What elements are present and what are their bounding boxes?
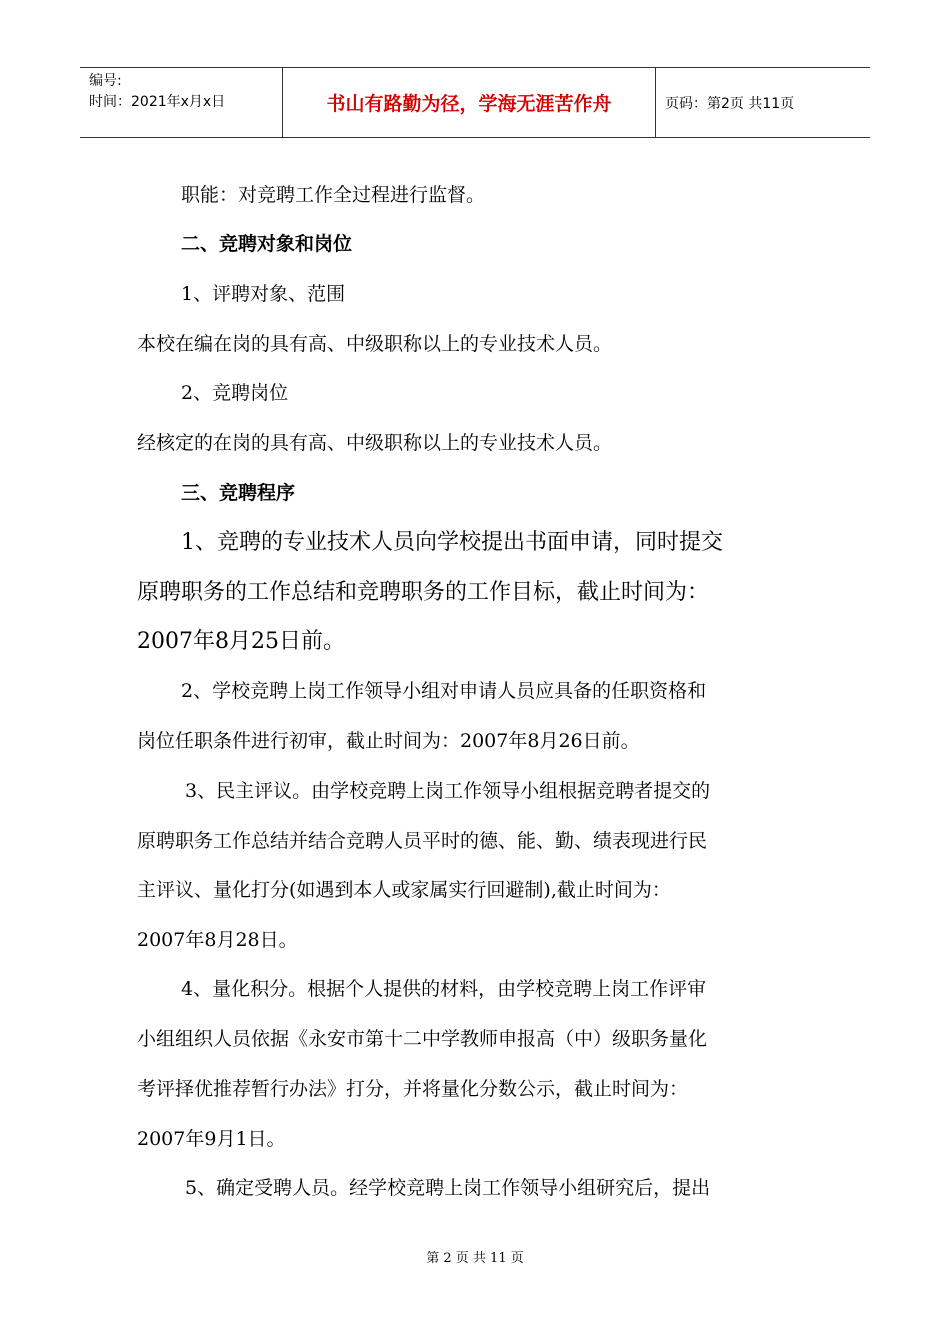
body-line: 4、量化积分。根据个人提供的材料，由学校竞聘上岗工作评审 — [181, 978, 707, 1000]
header-meta-cell — [80, 68, 283, 137]
body-line: 小组组织人员依据《永安市第十二中学教师申报高（中）级职务量化 — [137, 1028, 708, 1050]
body-line: 主评议、量化打分(如遇到本人或家属实行回避制),截止时间为： — [137, 879, 671, 901]
body-line: 原聘职务工作总结并结合竞聘人员平时的德、能、勤、绩表现进行民 — [137, 830, 708, 852]
document-number-label: 编号: — [89, 73, 122, 89]
body-line: 职能：对竞聘工作全过程进行监督。 — [181, 184, 486, 206]
body-line: 1、评聘对象、范围 — [181, 283, 346, 305]
body-line: 经核定的在岗的具有高、中级职称以上的专业技术人员。 — [137, 432, 613, 454]
section-heading: 三、竞聘程序 — [181, 482, 296, 504]
body-line: 3、民主评议。由学校竞聘上岗工作领导小组根据竞聘者提交的 — [185, 780, 711, 802]
body-line: 岗位任职条件进行初审，截止时间为：2007年8月26日前。 — [137, 730, 640, 752]
body-line: 5、确定受聘人员。经学校竞聘上岗工作领导小组研究后，提出 — [185, 1177, 711, 1199]
header-table — [80, 67, 870, 138]
page-footer: 第 2 页 共 11 页 — [426, 1251, 524, 1266]
body-line: 2007年9月1日。 — [137, 1128, 286, 1150]
section-heading: 二、竞聘对象和岗位 — [181, 233, 353, 255]
body-line: 考评择优推荐暂行办法》打分，并将量化分数公示，截止时间为： — [137, 1078, 689, 1100]
body-line: 原聘职务的工作总结和竞聘职务的工作目标，截止时间为： — [137, 580, 710, 605]
body-line: 2、竞聘岗位 — [181, 382, 289, 404]
body-line: 2007年8月25日前。 — [137, 629, 345, 654]
body-line: 1、竞聘的专业技术人员向学校提出书面申请，同时提交 — [181, 530, 723, 555]
body-line: 2、学校竞聘上岗工作领导小组对申请人员应具备的任职资格和 — [181, 680, 707, 702]
body-line: 2007年8月28日。 — [137, 929, 298, 951]
body-line: 本校在编在岗的具有高、中级职称以上的专业技术人员。 — [137, 333, 613, 355]
document-time-label: 时间：2021年x月x日 — [89, 94, 226, 110]
header-motto: 书山有路勤为径，学海无涯苦作舟 — [283, 68, 656, 137]
header-page-info: 页码：第2页 共11页 — [665, 95, 795, 112]
